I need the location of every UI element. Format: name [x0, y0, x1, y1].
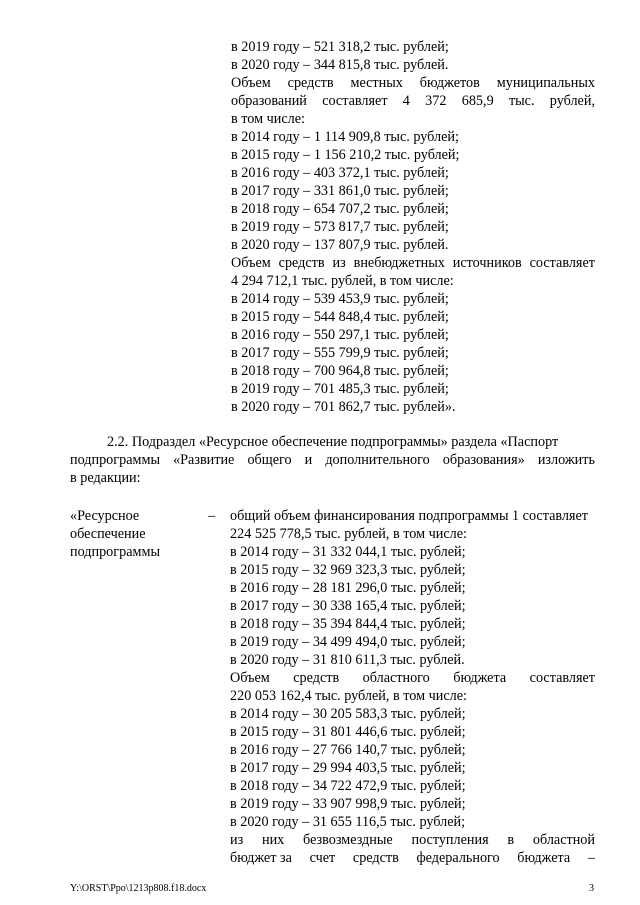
federal-line-2	[230, 850, 595, 867]
word: из	[332, 255, 346, 271]
word: Объем	[230, 670, 270, 686]
extra-year-line: в 2016 году – 550 297,1 тыс. рублей;	[231, 327, 449, 343]
word: них	[261, 832, 285, 848]
word: средств	[278, 255, 325, 271]
table-label: подпрограммы	[70, 544, 160, 560]
total-year-line: в 2018 году – 35 394 844,4 тыс. рублей;	[230, 616, 466, 632]
word: подпрограммы	[70, 452, 160, 468]
table-label: обеспечение	[70, 526, 146, 542]
word: и	[304, 452, 313, 468]
total-year-line: в 2014 году – 31 332 044,1 тыс. рублей;	[230, 544, 466, 560]
regional-year-line: в 2014 году – 30 205 583,3 тыс. рублей;	[230, 706, 466, 722]
regional-budget-line-2: 220 053 162,4 тыс. рублей, в том числе:	[230, 688, 467, 704]
word: –	[587, 850, 595, 866]
word: составляет	[529, 255, 595, 271]
section-paragraph-line-2	[70, 452, 595, 469]
text-line: в том числе:	[231, 111, 305, 127]
regional-year-line: в 2019 году – 33 907 998,9 тыс. рублей;	[230, 796, 466, 812]
text-line: в 2019 году – 521 318,2 тыс. рублей;	[231, 39, 449, 55]
word: составляет	[529, 670, 595, 686]
table-dash: –	[208, 508, 216, 524]
local-year-line: в 2016 году – 403 372,1 тыс. рублей;	[231, 165, 449, 181]
regional-year-line: в 2020 году – 31 655 116,5 тыс. рублей;	[230, 814, 466, 830]
extra-year-line: в 2020 году – 701 862,7 тыс. рублей».	[231, 399, 456, 415]
word: рублей,	[549, 93, 595, 109]
word: средств	[352, 850, 399, 866]
word: областной	[532, 832, 595, 848]
regional-year-line: в 2015 году – 31 801 446,6 тыс. рублей;	[230, 724, 466, 740]
word: областного	[362, 670, 430, 686]
word: бюджетов	[419, 75, 480, 91]
local-budget-line-2	[231, 93, 595, 110]
page-number: 3	[589, 883, 594, 894]
local-year-line: в 2018 году – 654 707,2 тыс. рублей;	[231, 201, 449, 217]
regional-budget-line-1	[230, 670, 595, 687]
word: образования»	[442, 452, 525, 468]
word: источников	[452, 255, 522, 271]
word: 685,9	[461, 93, 494, 109]
table-label: «Ресурсное	[70, 508, 140, 524]
word: муниципальных	[496, 75, 595, 91]
word: 4	[402, 93, 410, 109]
word: общего	[247, 452, 292, 468]
regional-year-line: в 2017 году – 29 994 403,5 тыс. рублей;	[230, 760, 466, 776]
total-year-line: в 2016 году – 28 181 296,0 тыс. рублей;	[230, 580, 466, 596]
footer-file-path: Y:\ORST\Ppo\1213p808.f18.docx	[70, 883, 207, 894]
extra-year-line: в 2018 году – 700 964,8 тыс. рублей;	[231, 363, 449, 379]
word: безвозмездные	[303, 832, 393, 848]
word: бюджета	[517, 850, 571, 866]
extra-year-line: в 2017 году – 555 799,9 тыс. рублей;	[231, 345, 449, 361]
word: 372	[425, 93, 447, 109]
total-year-line: в 2019 году – 34 499 494,0 тыс. рублей;	[230, 634, 466, 650]
extra-year-line: в 2015 году – 544 848,4 тыс. рублей;	[231, 309, 449, 325]
federal-line-1	[230, 832, 595, 849]
word: тыс.	[508, 93, 535, 109]
word: Объем	[231, 255, 271, 271]
section-paragraph-line-3: в редакции:	[70, 470, 141, 486]
word: в	[507, 832, 515, 848]
word: из	[230, 832, 244, 848]
word: бюджета	[453, 670, 507, 686]
word: счет	[309, 850, 336, 866]
extra-year-line: в 2014 году – 539 453,9 тыс. рублей;	[231, 291, 449, 307]
regional-year-line: в 2018 году – 34 722 472,9 тыс. рублей;	[230, 778, 466, 794]
local-year-line: в 2019 году – 573 817,7 тыс. рублей;	[231, 219, 449, 235]
total-line-1: общий объем финансирования подпрограммы 1 составляет	[230, 508, 588, 524]
word: образований	[231, 93, 307, 109]
total-year-line: в 2020 году – 31 810 611,3 тыс. рублей.	[230, 652, 465, 668]
text-line: в 2020 году – 344 815,8 тыс. рублей.	[231, 57, 449, 73]
total-year-line: в 2017 году – 30 338 165,4 тыс. рублей;	[230, 598, 466, 614]
word: местных	[350, 75, 403, 91]
text-line: 4 294 712,1 тыс. рублей, в том числе:	[231, 273, 454, 289]
extra-budget-line-1	[231, 255, 595, 272]
word: «Развитие	[173, 452, 235, 468]
word: дополнительного	[325, 452, 430, 468]
total-line-2: 224 525 778,5 тыс. рублей, в том числе:	[230, 526, 467, 542]
word: средств	[293, 670, 340, 686]
word: средств	[287, 75, 334, 91]
word: федерального	[416, 850, 500, 866]
local-year-line: в 2015 году – 1 156 210,2 тыс. рублей;	[231, 147, 460, 163]
local-year-line: в 2020 году – 137 807,9 тыс. рублей.	[231, 237, 449, 253]
total-year-line: в 2015 году – 32 969 323,3 тыс. рублей;	[230, 562, 466, 578]
word: составляет	[322, 93, 388, 109]
word: внебюджетных	[353, 255, 445, 271]
local-budget-line-1	[231, 75, 595, 92]
local-year-line: в 2014 году – 1 114 909,8 тыс. рублей;	[231, 129, 459, 145]
extra-year-line: в 2019 году – 701 485,3 тыс. рублей;	[231, 381, 449, 397]
word: Объем	[231, 75, 271, 91]
word: изложить	[537, 452, 595, 468]
local-year-line: в 2017 году – 331 861,0 тыс. рублей;	[231, 183, 449, 199]
regional-year-line: в 2016 году – 27 766 140,7 тыс. рублей;	[230, 742, 466, 758]
word: бюджет за	[230, 850, 292, 866]
word: поступления	[411, 832, 489, 848]
section-paragraph-line-1: 2.2. Подраздел «Ресурсное обеспечение подпрограммы» раздела «Паспорт	[107, 434, 559, 450]
